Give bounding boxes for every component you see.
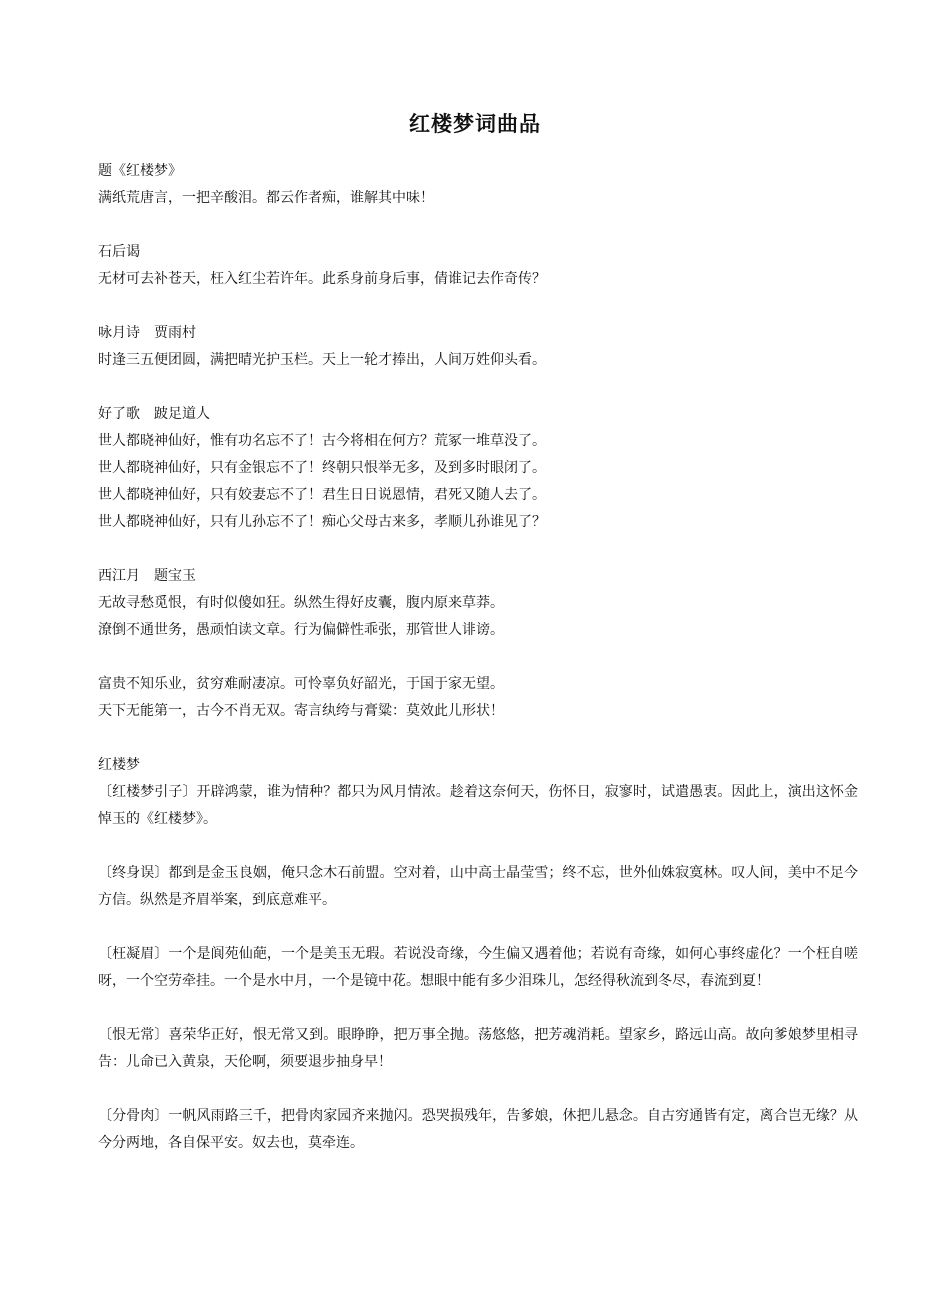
song-paragraph: 〔分骨肉〕一帆风雨路三千，把骨肉家园齐来抛闪。恐哭损残年，告爹娘，休把儿悬念。自古穷通皆有定，离合岂无缘？从今分两地，各自保平安。奴去也，莫牵连。 — [98, 1108, 858, 1151]
section-gap — [98, 212, 858, 239]
section-gap — [98, 644, 858, 671]
verse-line: 天下无能第一，古今不肖无双。寄言纨绔与膏粱：莫效此儿形状！ — [98, 703, 504, 719]
song-paragraph: 〔终身误〕都到是金玉良姻，俺只念木石前盟。空对着，山中高士晶莹雪；终不忘，世外仙姝寂寞林。叹人间，美中不足今方信。纵然是齐眉举案，到底意难平。 — [98, 865, 858, 908]
section-xijiang-yue-part2 — [98, 671, 858, 725]
verse-line: 时逢三五便团圆，满把晴光护玉栏。天上一轮才捧出，人间万姓仰头看。 — [98, 352, 546, 368]
verse-line: 满纸荒唐言，一把辛酸泪。都云作者痴，谁解其中味！ — [98, 190, 434, 206]
section-heading: 红楼梦 — [98, 757, 140, 773]
verse-line: 无材可去补苍天，枉入红尘若许年。此系身前身后事，倩谁记去作奇传？ — [98, 271, 546, 287]
section-hongloumeng — [98, 752, 858, 833]
verse-line: 世人都晓神仙好，只有儿孙忘不了！痴心父母古来多，孝顺儿孙谁见了？ — [98, 514, 546, 530]
section-gap — [98, 725, 858, 752]
verse-line: 世人都晓神仙好，只有金银忘不了！终朝只恨举无多，及到多时眼闭了。 — [98, 460, 546, 476]
section-gap — [98, 293, 858, 320]
verse-line: 世人都晓神仙好，只有姣妻忘不了！君生日日说恩情，君死又随人去了。 — [98, 487, 546, 503]
verse-line: 无故寻愁觅恨，有时似傻如狂。纵然生得好皮囊，腹内原来草莽。 — [98, 595, 504, 611]
verse-line: 潦倒不通世务，愚顽怕读文章。行为偏僻性乖张，那管世人诽谤。 — [98, 622, 504, 638]
section-heading: 石后谒 — [98, 244, 140, 260]
section-gap — [98, 833, 858, 860]
section-shihou-jie — [98, 239, 858, 293]
section-gap — [98, 914, 858, 941]
verse-line: 世人都晓神仙好，惟有功名忘不了！古今将相在何方？荒冢一堆草没了。 — [98, 433, 546, 449]
section-ti-honglou — [98, 158, 858, 212]
section-heading: 西江月 题宝玉 — [98, 568, 196, 584]
section-heading: 咏月诗 贾雨村 — [98, 325, 196, 341]
section-gap — [98, 995, 858, 1022]
section-heading: 好了歌 跛足道人 — [98, 406, 210, 422]
section-gap — [98, 374, 858, 401]
song-paragraph: 〔枉凝眉〕一个是阆苑仙葩，一个是美玉无瑕。若说没奇缘，今生偏又遇着他；若说有奇缘，如何心事终虚化？一个枉自嗟呀，一个空劳牵挂。一个是水中月，一个是镜中花。想眼中能有多少泪珠儿，怎经得秋流到冬尽，春流到夏！ — [98, 946, 858, 989]
document-body — [98, 158, 858, 1157]
verse-line: 富贵不知乐业，贫穷难耐凄凉。可怜辜负好韶光，于国于家无望。 — [98, 676, 504, 692]
section-gap — [98, 1076, 858, 1103]
song-paragraph: 〔红楼梦引子〕开辟鸿蒙，谁为情种？都只为风月情浓。趁着这奈何天，伤怀日，寂寥时，试遣愚衷。因此上，演出这怀金悼玉的《红楼梦》。 — [98, 784, 858, 827]
section-heading: 题《红楼梦》 — [98, 163, 182, 179]
section-yongyue-shi — [98, 320, 858, 374]
section-haole-ge — [98, 401, 858, 536]
section-xijiang-yue — [98, 563, 858, 644]
section-gap — [98, 536, 858, 563]
song-paragraph: 〔恨无常〕喜荣华正好，恨无常又到。眼睁睁，把万事全抛。荡悠悠，把芳魂消耗。望家乡，路远山高。故向爹娘梦里相寻告：儿命已入黄泉，天伦啊，须要退步抽身早！ — [98, 1027, 858, 1070]
document-title: 红楼梦词曲品 — [409, 111, 541, 136]
